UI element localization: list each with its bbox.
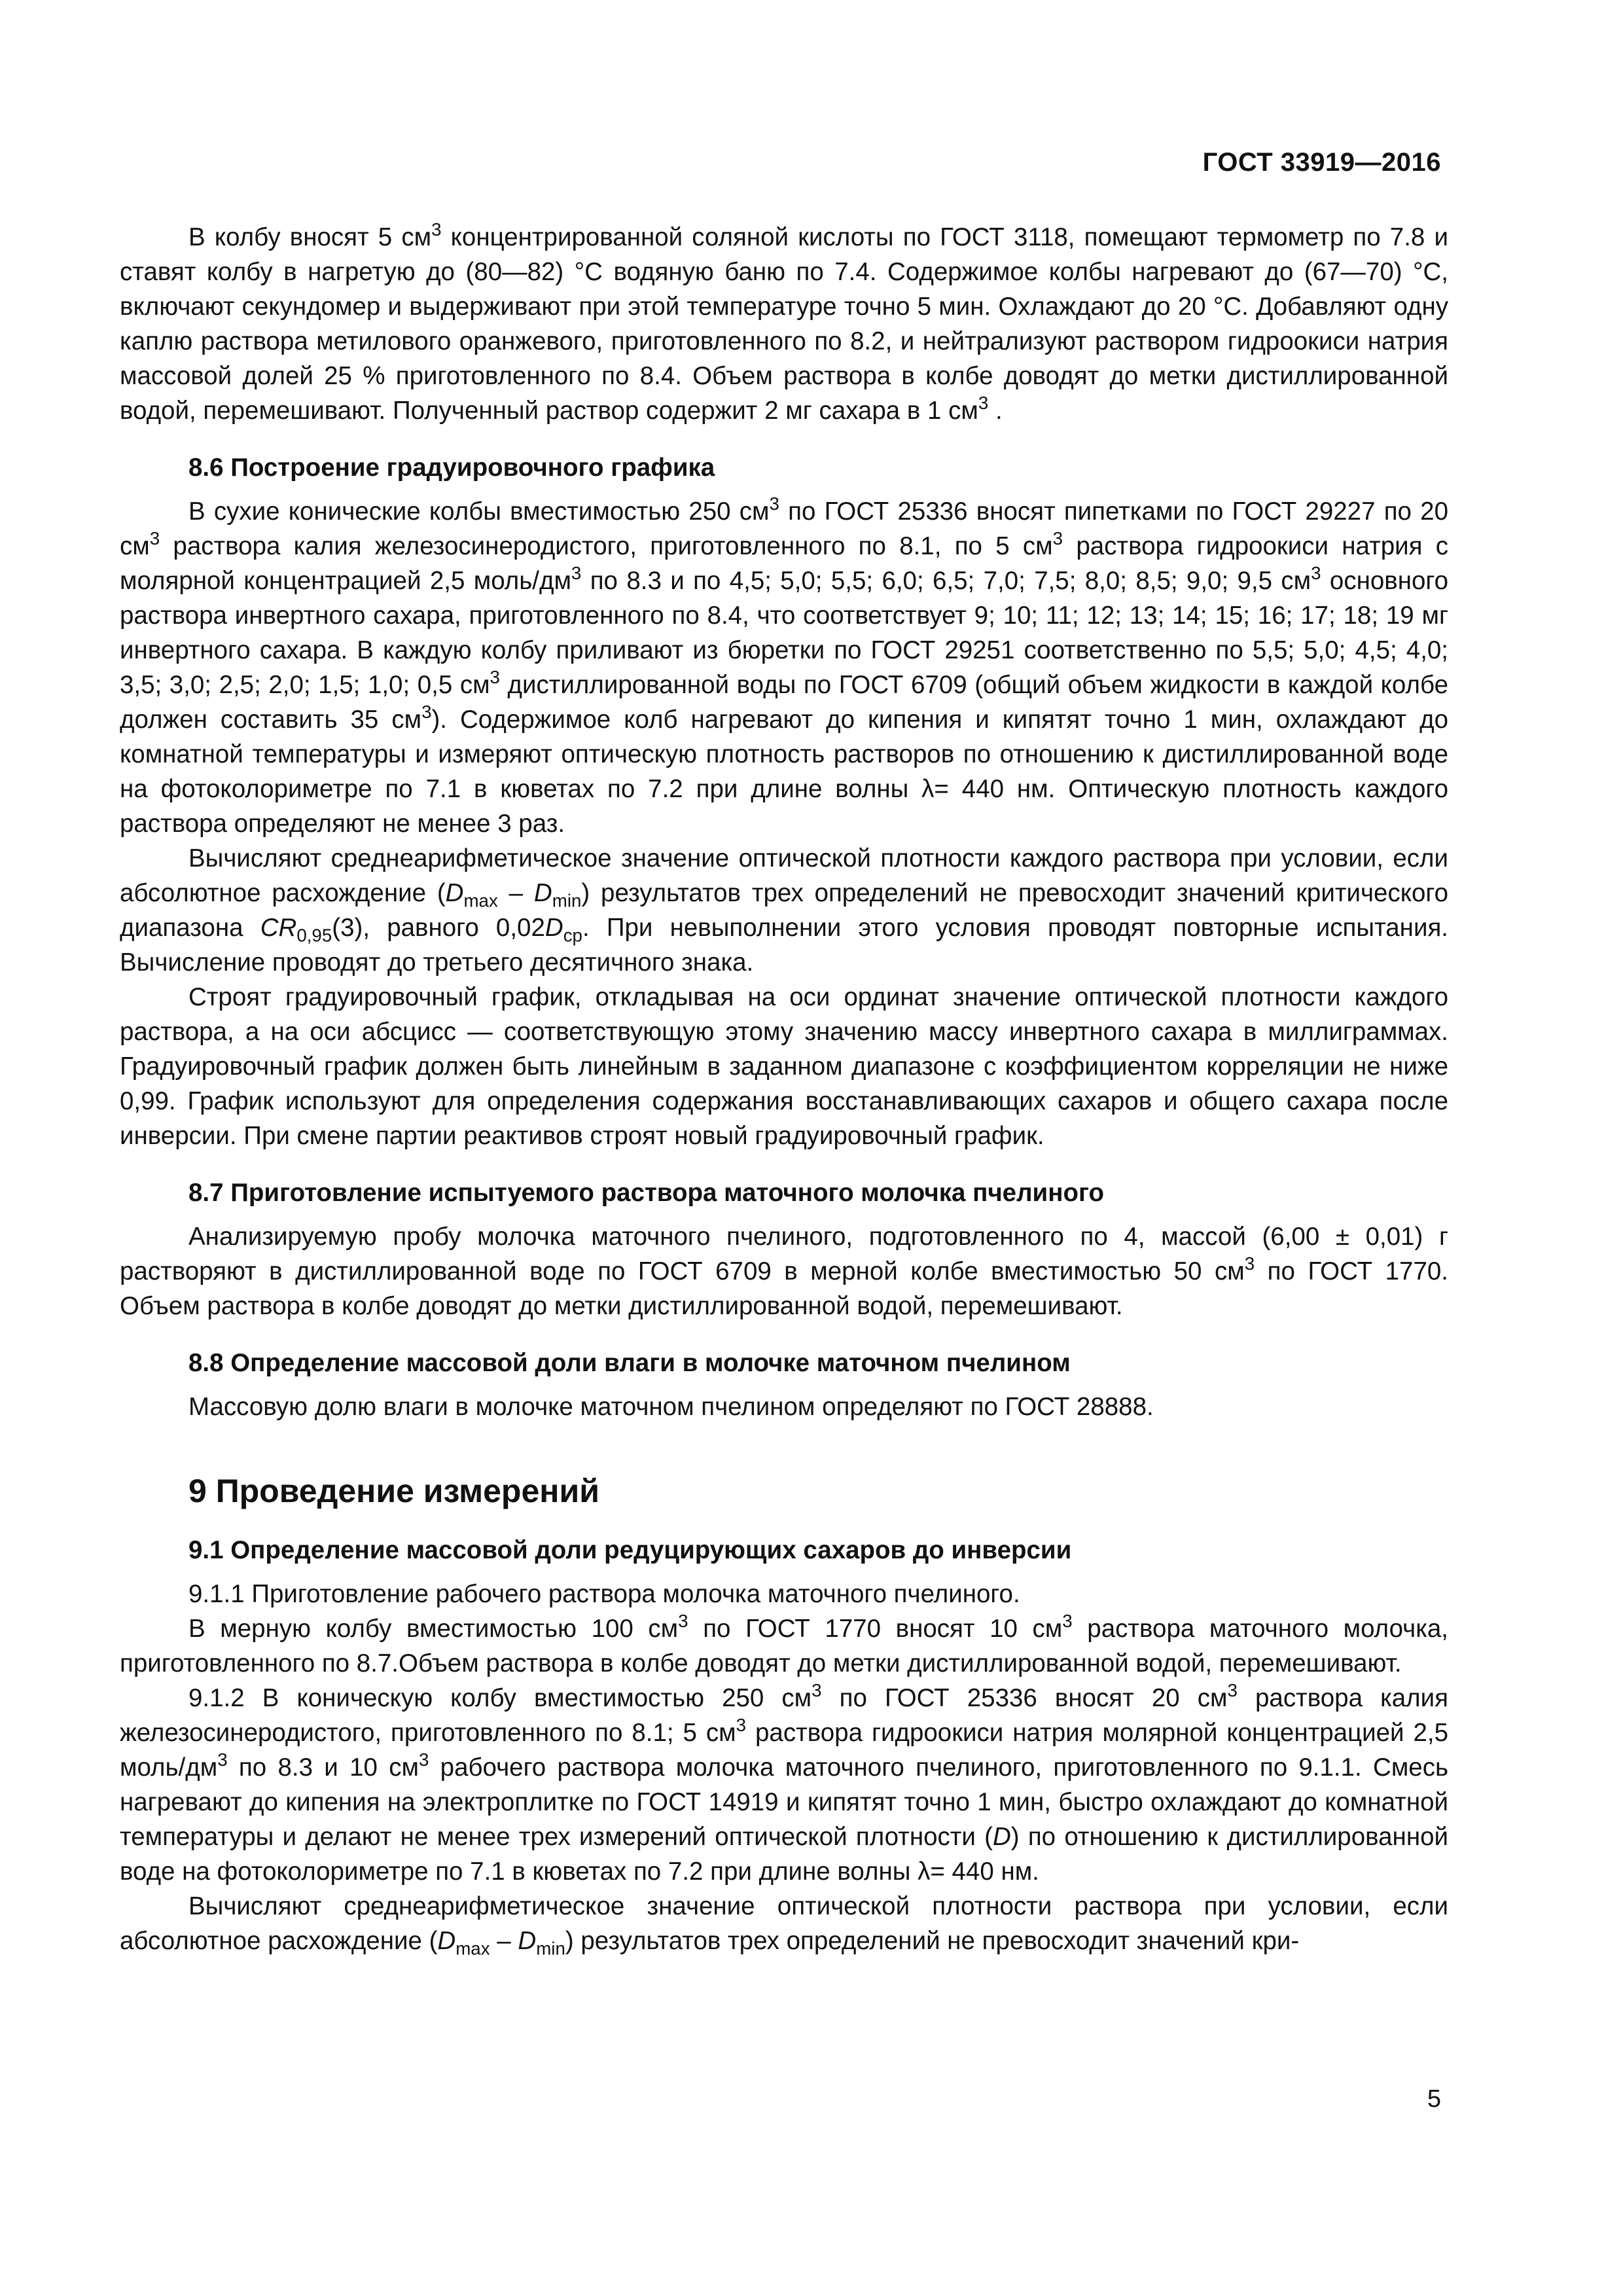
paragraph: Массовую долю влаги в молочке маточном пчелином определяют по ГОСТ 28888. (188, 1393, 1154, 1421)
subsection-heading: 8.7 Приготовление испытуемого раствора маточного молочка пчелиного (188, 1179, 1105, 1207)
subsection-heading: 9.1 Определение массовой доли редуцирующих сахаров до инверсии (188, 1536, 1072, 1564)
document-body (120, 220, 1448, 1958)
paragraph: В колбу вносят 5 $см^3$ концентрированной соляной кислоты по ГОСТ 3118, помещают термометр по 7.8 и ставят колбу в нагретую до (80—82) °С водяную баню по 7.4. Содержимое колбы нагревают до (67—70) °С, включают секундомер и выдерживают при этой температуре точно 5 мин. Охлаждают до 20 °С. Добавляют одну каплю раствора метилового оранжевого, приготовленного по 8.2, и нейтрализуют раствором гидроокиси натрия массовой долей 25 % приготовленного по 8.4. Объем раствора в колбе доводят до метки дистиллированной водой, перемешивают. Полученный раствор содержит 2 мг сахара в 1 $см^3$ . (120, 219, 1448, 425)
paragraph: Вычисляют среднеарифметическое значение оптической плотности каждого раствора при условии, если абсолютное расхождение $(D_{max} - D_{min})$ результатов трех определений не превосходит значений критического диапазона $CR_{0,95}(3)$, равного $0,02D_{ср}$. При невыполнении этого условия проводят повторные испытания. Вычисление проводят до третьего десятичного знака. (120, 844, 1448, 977)
paragraph: Строят градуировочный график, откладывая на оси ординат значение оптической плотности каждого раствора, а на оси абсцисс — соответствующую этому значению массу инвертного сахара в миллиграммах. Градуировочный график должен быть линейным в заданном диапазоне с коэффициентом корреляции не ниже 0,99. График используют для определения содержания восстанавливающих сахаров и общего сахара после инверсии. При смене партии реактивов строят новый градуировочный график. (120, 983, 1448, 1150)
paragraph: Анализируемую пробу молочка маточного пчелиного, подготовленного по 4, массой (6,00 ± 0,01) г растворяют в дистиллированной воде по ГОСТ 6709 в мерной колбе вместимостью 50 $см^3$ по ГОСТ 1770. Объем раствора в колбе доводят до метки дистиллированной водой, перемешивают. (120, 1223, 1448, 1320)
paragraph: Вычисляют среднеарифметическое значение оптической плотности раствора при условии, если абсолютное расхождение $(D_{max} - D_{min})$ результатов трех определений не превосходит значений кри- (120, 1892, 1448, 1959)
paragraph: В сухие конические колбы вместимостью 250 $см^3$ по ГОСТ 25336 вносят пипетками по ГОСТ 29227 по 20 $см^3$ раствора калия железосинеродистого, приготовленного по 8.1, по 5 $см^3$ раствора гидроокиси натрия с молярной концентрацией 2,5 моль/$дм^3$ по 8.3 и по 4,5; 5,0; 5,5; 6,0; 6,5; 7,0; 7,5; 8,0; 8,5; 9,0; 9,5 $см^3$ основного раствора инвертного сахара, приготовленного по 8.4, что соответствует 9; 10; 11; 12; 13; 14; 15; 16; 17; 18; 19 мг инвертного сахара. В каждую колбу приливают из бюретки по ГОСТ 29251 соответственно по 5,5; 5,0; 4,5; 4,0; 3,5; 3,0; 2,5; 2,0; 1,5; 1,0; 0,5 $см^3$ дистиллированной воды по ГОСТ 6709 (общий объем жидкости в каждой колбе должен составить 35 $см^3$). Содержимое колб нагревают до кипения и кипятят точно 1 мин, охлаждают до комнатной температуры и измеряют оптическую плотность растворов по отношению к дистиллированной воде на фотоколориметре по 7.1 в кюветах по 7.2 при длине волны λ= 440 нм. Оптическую плотность каждого раствора определяют не менее 3 раз. (120, 493, 1448, 838)
paragraph: В мерную колбу вместимостью 100 $см^3$ по ГОСТ 1770 вносят 10 $см^3$ раствора маточного молочка, приготовленного по 8.7.Объем раствора в колбе доводят до метки дистиллированной водой, перемешивают. (120, 1610, 1448, 1677)
paragraph: 9.1.2 В коническую колбу вместимостью 250 $см^3$ по ГОСТ 25336 вносят 20 $см^3$ раствора калия железосинеродистого, приготовленного по 8.1; 5 $см^3$ раствора гидроокиси натрия молярной концентрацией 2,5 моль/$дм^3$ по 8.3 и 10 $см^3$ рабочего раствора молочка маточного пчелиного, приготовленного по 9.1.1. Смесь нагревают до кипения на электроплитке по ГОСТ 14919 и кипятят точно 1 мин, быстро охлаждают до комнатной температуры и делают не менее трех измерений оптической плотности (D) по отношению к дистиллированной воде на фотоколориметре по 7.1 в кюветах по 7.2 при длине волны λ= 440 нм. (120, 1679, 1449, 1886)
section-heading: 9 Проведение измерений (188, 1473, 599, 1509)
standard-code-header: ГОСТ 33919—2016 (1202, 148, 1441, 177)
subsection-heading: 8.6 Построение градуировочного графика (188, 454, 715, 482)
page-number: 5 (1427, 2085, 1441, 2113)
subsection-heading: 8.8 Определение массовой доли влаги в молочке маточном пчелином (188, 1349, 1071, 1377)
paragraph: 9.1.1 Приготовление рабочего раствора молочка маточного пчелиного. (188, 1580, 1020, 1608)
